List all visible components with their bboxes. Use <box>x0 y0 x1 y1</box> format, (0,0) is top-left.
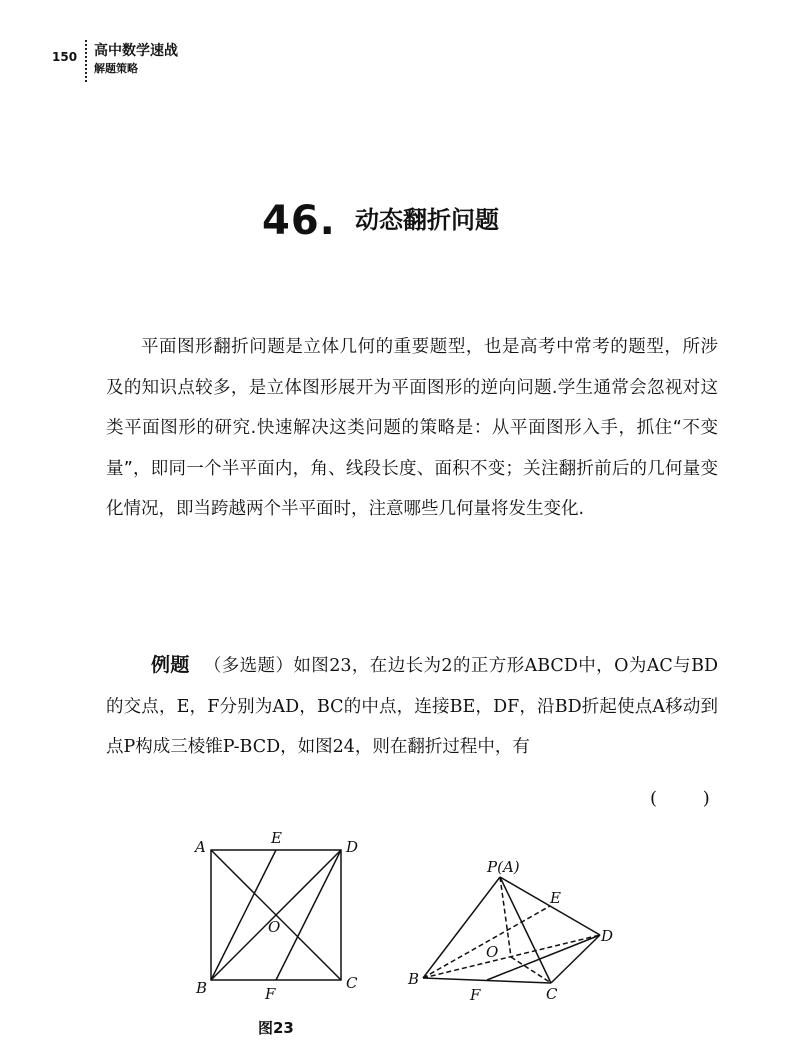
figure-23-caption: 图23 <box>258 1019 294 1037</box>
fig23-label-f: F <box>265 985 276 1003</box>
segment-df <box>276 850 341 980</box>
segment-df-solid <box>487 935 600 980</box>
edge-cd <box>551 935 600 983</box>
fig23-label-o: O <box>268 918 281 936</box>
fig24-label-e: E <box>550 889 561 907</box>
example-text: （多选题）如图23，在边长为2的正方形ABCD中，O为AC与BD的交点，E，F分别为AD，BC的中点，连接BE，DF，沿BD折起使点A移动到点P构成三棱锥P-BCD，如图24，则在翻折过程中，有 <box>106 656 718 757</box>
fig24-label-p: P(A) <box>487 858 520 876</box>
page-number: 150 <box>52 50 78 64</box>
figure-24 <box>423 877 600 983</box>
fig23-label-d: D <box>346 838 359 856</box>
fig24-label-d: D <box>601 927 614 945</box>
chapter-title: 动态翻折问题 <box>354 206 499 234</box>
segment-be <box>211 850 276 980</box>
fig23-label-c: C <box>346 974 358 992</box>
answer-bracket: ( ) <box>650 788 710 809</box>
fig23-label-e: E <box>271 829 282 847</box>
fig24-label-f: F <box>470 986 481 1004</box>
fig24-label-b: B <box>408 970 420 988</box>
edge-bc <box>423 978 551 983</box>
fig24-label-c: C <box>546 985 558 1003</box>
intro-paragraph: 平面图形翻折问题是立体几何的重要题型，也是高考中常考的题型，所涉及的知识点较多，是立体图形展开为平面图形的逆向问题.学生通常会忽视对这类平面图形的研究.快速解决这类问题的策略是：从平面图形入手，抓住“不变量”，即同一个半平面内，角、线段长度、面积不变；关注翻折前后的几何量变化情况，即当跨越两个半平面时，注意哪些几何量将发生变化. <box>106 337 718 519</box>
book-subtitle: 解题策略 <box>94 62 138 75</box>
figure-23 <box>211 850 341 980</box>
book-title: 高中数学速战 <box>94 43 178 59</box>
chapter-number: 46. <box>262 198 336 244</box>
fig24-label-o: O <box>486 943 499 961</box>
fig23-label-a: A <box>195 838 206 856</box>
example-label: 例题 <box>151 654 190 676</box>
fig23-label-b: B <box>196 979 208 997</box>
